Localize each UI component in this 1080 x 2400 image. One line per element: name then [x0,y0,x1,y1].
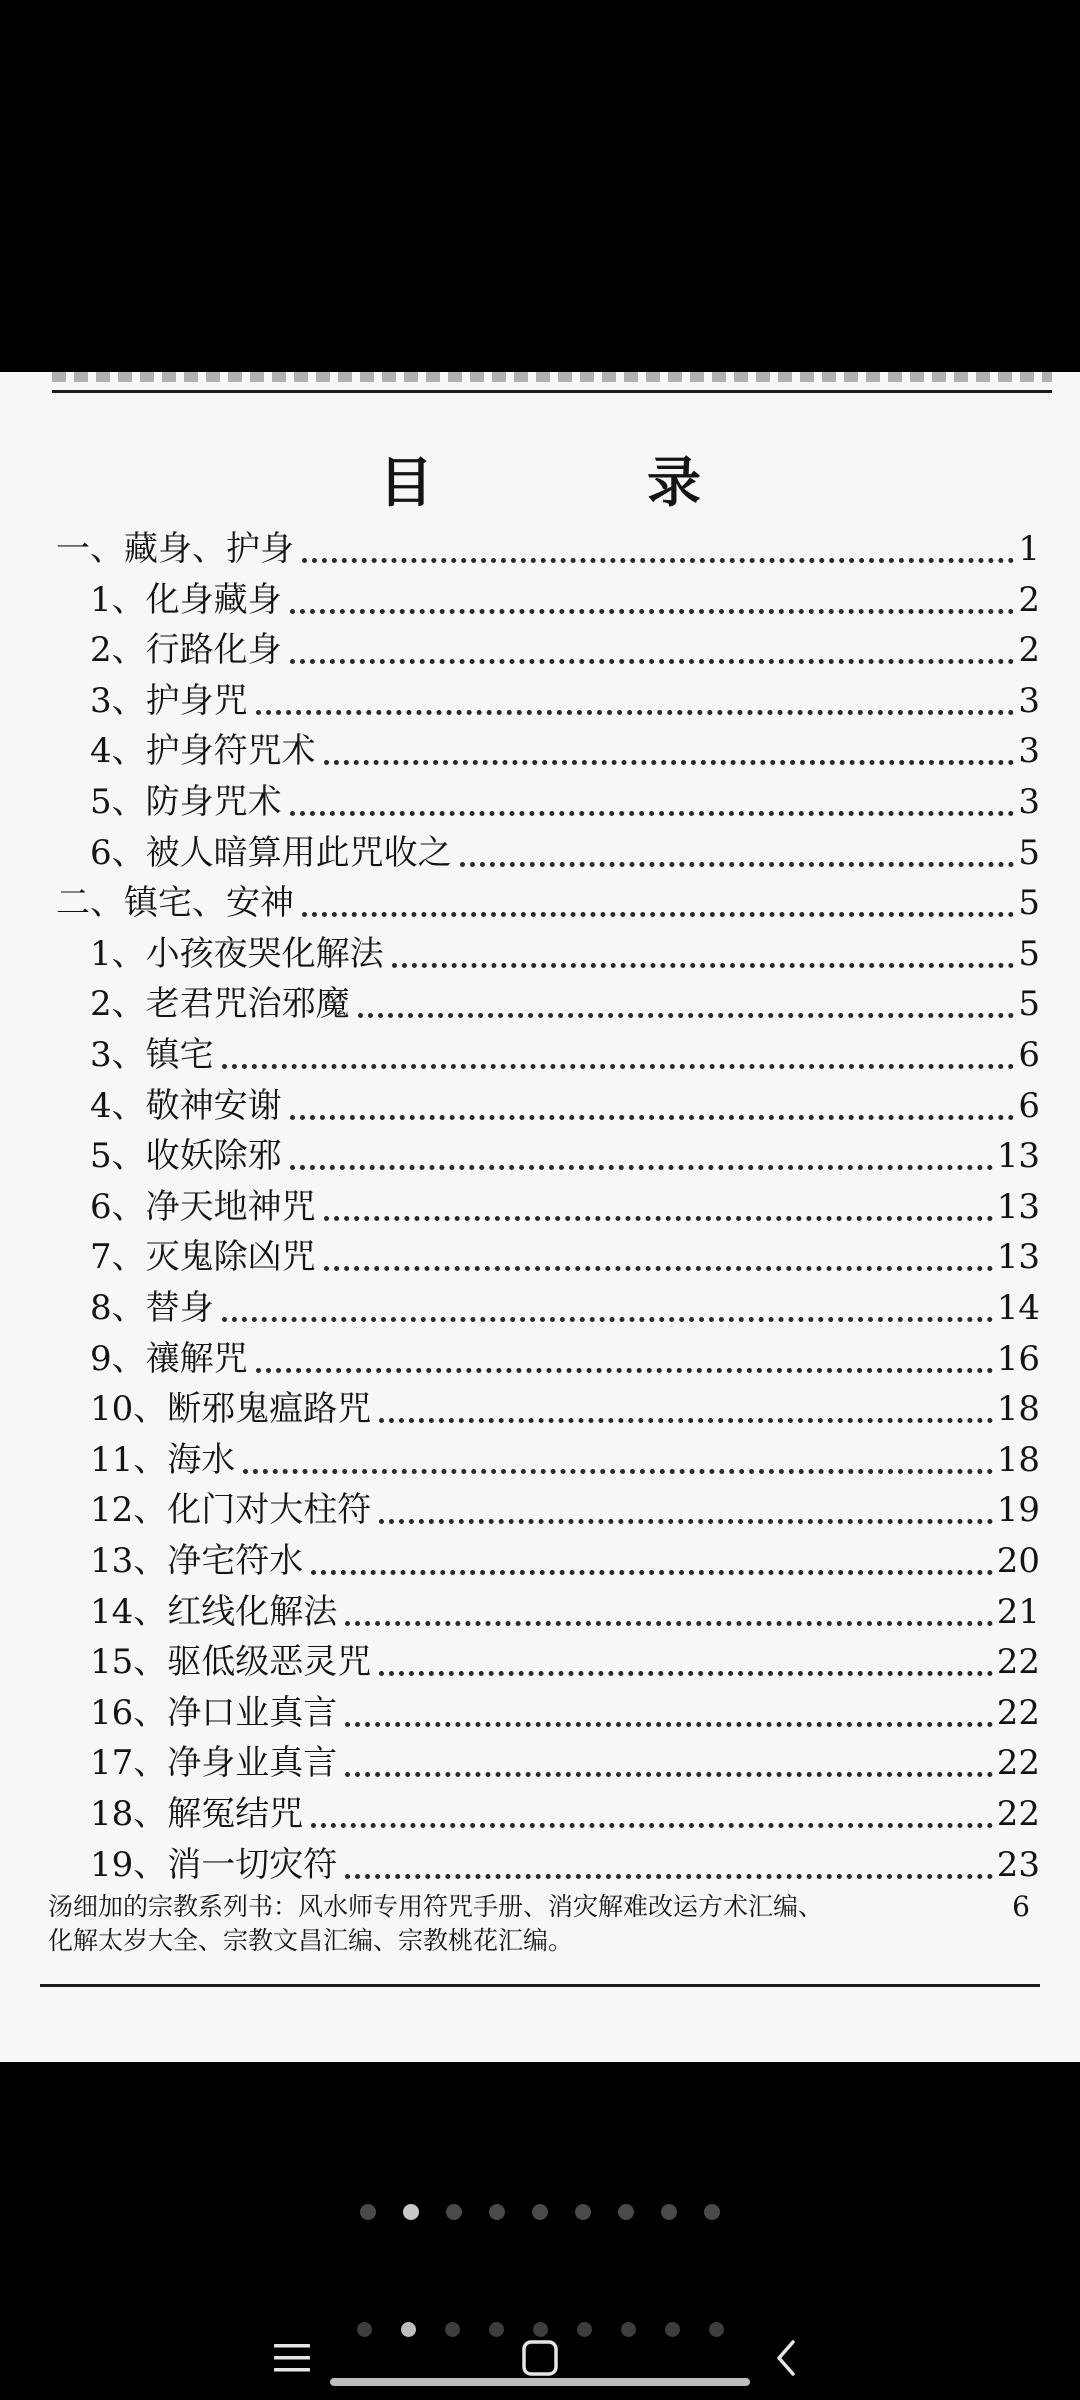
toc-entry-label: 11、海水 [90,1439,236,1480]
toc-entry-page: 6 [1018,1035,1040,1075]
toc-entry[interactable] [90,1686,1040,1736]
toc-entry-page: 18 [996,1389,1040,1430]
page-indicator [0,2204,1080,2220]
toc-entry-label: 9、禳解咒 [90,1338,248,1379]
toc-entry[interactable] [90,1382,1040,1432]
dot-leader [256,1368,993,1373]
toc-entry-label: 14、红线化解法 [90,1591,338,1632]
toc-entry-page: 18 [996,1439,1040,1480]
toc-entry-label: 6、被人暗算用此咒收之 [90,832,452,873]
dot-leader [324,1216,993,1221]
toc-entry[interactable] [90,1585,1040,1635]
toc-entry-page: 3 [1018,680,1040,721]
toc-entry-page: 22 [996,1692,1040,1733]
page-dot[interactable] [618,2204,634,2220]
toc-entry-label: 13、净宅符水 [90,1541,304,1581]
toc-entry-label: 2、行路化身 [90,630,282,671]
page-dot[interactable] [661,2204,677,2220]
back-icon [771,2338,801,2378]
document-page[interactable] [0,372,1080,2062]
dot-leader [324,760,1015,765]
toc-entry-page: 13 [996,1186,1040,1227]
home-indicator[interactable] [330,2378,750,2386]
back-button[interactable] [746,2318,826,2398]
cropped-header-text [52,372,1052,382]
page-number: 6 [1012,1890,1030,1923]
dot-leader [290,1165,993,1170]
toc-entry[interactable] [90,573,1040,623]
dot-leader [290,609,1015,614]
toc-entry[interactable] [90,1433,1040,1483]
toc-entry-page: 13 [996,1237,1040,1278]
toc-entry-page: 22 [996,1794,1040,1834]
dot-leader [345,1722,992,1727]
dot-leader [290,1115,1015,1120]
toc-entry-label: 17、净身业真言 [90,1743,338,1784]
dot-leader [256,710,1015,715]
toc-entry-label: 15、驱低级恶灵咒 [90,1642,372,1683]
toc-entry-page: 19 [996,1490,1040,1531]
footer-line-1: 汤细加的宗教系列书：风水师专用符咒手册、消灾解难改运方术汇编、 [48,1892,824,1921]
toc-entry-page: 3 [1018,782,1040,822]
dot-leader [302,912,1014,917]
dot-leader [311,1570,992,1575]
toc-entry-label: 二、镇宅、安神 [56,883,294,924]
toc-entry[interactable] [90,1787,1040,1837]
toc-entry-label: 7、灭鬼除凶咒 [90,1237,316,1278]
page-dot[interactable] [446,2204,462,2220]
toc-entry-label: 5、防身咒术 [90,782,282,822]
toc-entry-page: 5 [1018,832,1040,873]
dot-leader [345,1621,992,1626]
toc-entry[interactable] [90,927,1040,977]
toc-entry-page: 22 [996,1743,1040,1784]
toc-entry[interactable] [90,1483,1040,1533]
toc-entry-page: 23 [996,1844,1040,1885]
dot-leader [290,659,1015,664]
toc-entry[interactable] [56,522,1040,572]
footer-line-2: 化解太岁大全、宗教文昌汇编、宗教桃花汇编。 [48,1926,574,1955]
dot-leader [290,811,1015,816]
toc-entry[interactable] [90,1079,1040,1129]
home-button[interactable] [500,2318,580,2398]
toc-entry-page: 5 [1018,883,1040,924]
dot-leader [324,1266,993,1271]
toc-entry[interactable] [90,1028,1040,1078]
toc-entry-label: 3、镇宅 [90,1035,214,1075]
toc-entry-label: 12、化门对大柱符 [90,1490,372,1531]
dot-leader [345,1772,992,1777]
toc-entry-page: 13 [996,1136,1040,1177]
toc-entry-page: 22 [996,1642,1040,1683]
toc-entry[interactable] [90,1534,1040,1584]
toc-entry[interactable] [90,674,1040,724]
dot-leader [358,1013,1015,1018]
toc-entry-label: 1、化身藏身 [90,579,282,620]
toc-entry[interactable] [90,1129,1040,1179]
recent-apps-button[interactable] [252,2318,332,2398]
dot-leader [243,1469,992,1474]
toc-entry-label: 6、净天地神咒 [90,1186,316,1227]
toc-entry[interactable] [90,1281,1040,1331]
page-dot[interactable] [575,2204,591,2220]
home-icon [520,2338,560,2378]
footer-note [48,1890,1038,1958]
toc-entry-page: 2 [1018,630,1040,671]
toc-entry-label: 4、敬神安谢 [90,1085,282,1126]
toc-entry-label: 3、护身咒 [90,680,248,721]
toc-entry[interactable] [90,1230,1040,1280]
toc-entry[interactable] [90,1736,1040,1786]
page-dot[interactable] [704,2204,720,2220]
toc-entry[interactable] [90,724,1040,774]
toc-entry[interactable] [90,775,1040,825]
dot-leader [379,1418,992,1423]
footer-rule [40,1984,1040,1987]
toc-entry-page: 5 [1018,933,1040,974]
toc-entry[interactable] [90,826,1040,876]
toc-entry[interactable] [90,1838,1040,1888]
toc-entry-label: 2、老君咒治邪魔 [90,984,350,1025]
dot-leader [345,1874,992,1879]
recent-apps-icon [272,2341,312,2375]
toc-entry-label: 一、藏身、护身 [56,529,294,569]
toc-entry-label: 10、断邪鬼瘟路咒 [90,1389,372,1430]
toc-entry-label: 8、替身 [90,1288,214,1328]
header-rule [52,390,1052,393]
toc-entry[interactable] [90,623,1040,673]
page-dot[interactable] [489,2204,505,2220]
dot-leader [460,862,1015,867]
toc-entry-page: 14 [996,1288,1040,1328]
toc-entry-page: 6 [1018,1085,1040,1126]
toc-entry-page: 5 [1018,984,1040,1025]
toc-entry-page: 3 [1018,731,1040,772]
toc-entry-page: 1 [1018,529,1040,569]
dot-leader [302,558,1014,563]
page-dot[interactable] [532,2204,548,2220]
toc-entry-label: 19、消一切灾符 [90,1844,338,1885]
dot-leader [222,1317,993,1322]
toc-entry-label: 18、解冤结咒 [90,1794,304,1834]
toc-entry-label: 4、护身符咒术 [90,731,316,772]
toc-entry-label: 5、收妖除邪 [90,1136,282,1177]
toc-entry-page: 21 [996,1591,1040,1632]
toc-entry-page: 2 [1018,579,1040,620]
dot-leader [311,1823,992,1828]
page-dot[interactable] [403,2204,419,2220]
toc-entry[interactable] [90,1635,1040,1685]
dot-leader [379,1671,992,1676]
dot-leader [392,963,1015,968]
toc-entry-label: 16、净口业真言 [90,1692,338,1733]
toc-entry[interactable] [90,1332,1040,1382]
toc-entry-page: 16 [996,1338,1040,1379]
toc-entry[interactable] [90,1180,1040,1230]
page-title: 目 录 [379,450,781,514]
toc-entry[interactable] [90,977,1040,1027]
dot-leader [222,1064,1015,1069]
page-dot[interactable] [360,2204,376,2220]
toc-entry-page: 20 [996,1541,1040,1581]
toc-entry-label: 1、小孩夜哭化解法 [90,933,384,974]
toc-entry[interactable] [56,876,1040,926]
dot-leader [379,1519,992,1524]
